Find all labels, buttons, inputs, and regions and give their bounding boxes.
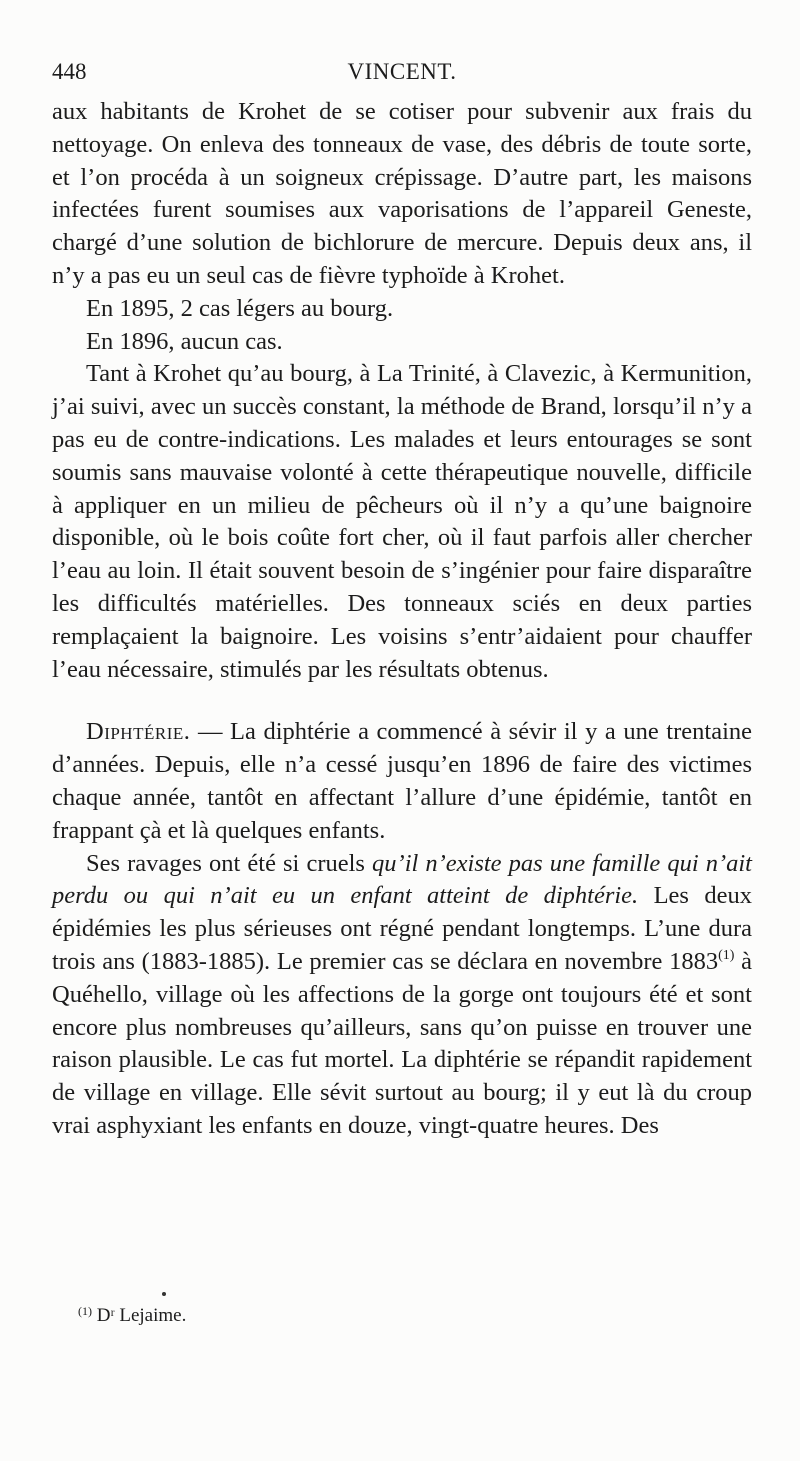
- paragraph-brand-method: Tant à Krohet qu’au bourg, à La Trinité, à Clavezic, à Kermunition, j’ai suivi, avec un succès constant, la méthode de Brand, lorsqu’il n’y a pas eu de contre-indications. Les malades et leurs entourages se sont soumis sans mauvaise volonté à cette thérapeutique nouvelle, difficile à appliquer en un milieu de pêcheurs où il n’y a qu’une baignoire disponible, où le bois coûte fort cher, où il faut parfois aller chercher l’eau au loin. Il était souvent besoin de s’ingénier pour faire disparaître les difficultés matérielles. Des tonneaux sciés en deux parties remplaçaient la baignoire. Les voisins s’entr’aidaient pour chauffer l’eau nécessaire, stimulés par les résultats obtenus.: [52, 360, 752, 683]
- page-number: 448: [52, 59, 87, 84]
- footnote-marker: (1): [78, 1304, 92, 1318]
- page-header: [52, 56, 752, 88]
- epidemics-mid: Les deux épidémies les plus sérieuses ont régné pendant longtemps. L’une dura trois ans (1883-1885). Le premier cas se déclara en novembre 1883: [52, 882, 753, 975]
- footnote-text: Dʳ Lejaime.: [92, 1305, 187, 1326]
- footnote: [78, 1303, 186, 1329]
- footnote-reference[interactable]: (1): [718, 947, 735, 963]
- section-heading-diphtheria: Diphtérie.: [86, 718, 191, 746]
- running-head: VINCENT.: [347, 59, 457, 84]
- footnote-separator-dot: [162, 1292, 166, 1296]
- paragraph-epidemics: [52, 848, 752, 1143]
- diphtheria-text: — La diphtérie a commencé à sévir il y a une trentaine d’années. Depuis, elle n’a cessé jusqu’en 1896 de faire des victimes chaque année, tantôt en affectant l’allure d’une épidémie, tantôt en frappant çà et là quelques enfants.: [52, 718, 752, 844]
- paragraph-1896: En 1896, aucun cas.: [86, 327, 283, 355]
- epidemics-italic-quote: qu’il n’existe pas une famille qui n’ait perdu ou qui n’ait eu un enfant atteint de diphtérie.: [52, 849, 752, 910]
- paragraph-diphtheria: [52, 716, 752, 847]
- paragraph-krohet-cleanup: aux habitants de Krohet de se cotiser pour subvenir aux frais du nettoyage. On enleva des tonneaux de vase, des débris de toute sorte, et l’on procéda à un soigneux crépissage. D’autre part, les maisons infectées furent soumises aux vaporisations de l’appareil Geneste, chargé d’une solution de bichlorure de mercure. Depuis deux ans, il n’y a pas eu un seul cas de fièvre typhoïde à Krohet.: [52, 98, 752, 289]
- epidemics-tail: à Quéhello, village où les affections de la gorge ont toujours été et sont encore plus nombreuses qu’ailleurs, sans qu’on puisse en trouver une raison plausible. Le cas fut mortel. La diphtérie se répandit rapidement de village en village. Elle sévit surtout au bourg; il y eut là du croup vrai asphyxiant les enfants en douze, vingt-quatre heures. Des: [52, 947, 752, 1139]
- epidemics-lead: Ses ravages ont été si cruels: [86, 849, 373, 877]
- body-text: [52, 96, 752, 1143]
- paragraph-1895: En 1895, 2 cas légers au bourg.: [86, 294, 394, 322]
